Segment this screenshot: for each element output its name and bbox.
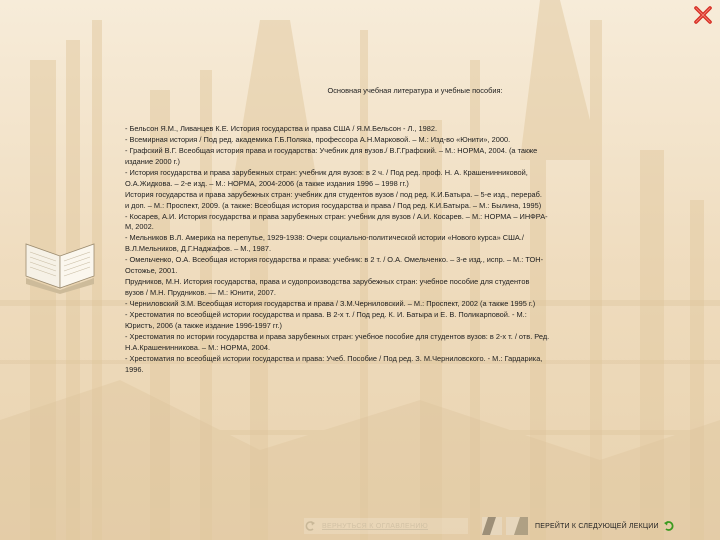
next-lecture-button[interactable] <box>535 517 715 535</box>
bibliography-list <box>125 124 710 376</box>
next-arrow-icon <box>663 520 675 532</box>
list-item: - Мельников В.Л. Америка на перепутье, 1929-1938: Очерк социально-политической истории «Нового курса» США./ <box>125 233 524 243</box>
list-item: и доп. – М.: Проспект, 2009. (а также: Всеобщая история государства и права / Под ред. К.И.Батыра. – М.: Былина, 1995) <box>125 200 542 210</box>
list-item: - Омельченко, О.А. Всеобщая история государства и права: учебник: в 2 т. / О.А. Омельченко. – 3-е изд., испр. – М.: ТОН- <box>125 255 544 265</box>
list-item: 1996. <box>125 364 144 374</box>
next-lecture-label: ПЕРЕЙТИ К СЛЕДУЮЩЕЙ ЛЕКЦИИ <box>535 522 659 530</box>
list-item: - Всемирная история / Под ред. академика Г.Б.Поляка, профессора А.Н.Марковой. – М.: Изд-во «Юнити», 2000. <box>125 134 511 144</box>
back-arrow-icon <box>304 520 316 532</box>
list-item: М, 2002. <box>125 222 154 232</box>
nav-segment-icon <box>506 517 528 535</box>
nav-segment-icon <box>482 517 502 535</box>
list-item: издание 2000 г.) <box>125 156 180 166</box>
back-to-contents-button[interactable] <box>304 518 468 534</box>
list-item: - История государства и права зарубежных стран: учебник для вузов: в 2 ч. / Под ред. проф. Н. А. Крашенинниковой, <box>125 167 528 177</box>
list-item: - Графский В.Г. Всеобщая история права и государства: Учебник для вузов./ В.Г.Графский. – М.: НОРМА, 2004. (а также <box>125 145 538 155</box>
list-item: - Косарев, А.И. История государства и права зарубежных стран: учебник для вузов / А.И. Косарев. – М.: НОРМА – ИНФРА- <box>125 211 548 221</box>
list-item: О.А.Жидкова. – 2-е изд. – М.: НОРМА, 2004-2006 (а также издания 1996 – 1998 гг.) <box>125 178 409 188</box>
close-icon <box>692 4 714 26</box>
list-item: - Хрестоматия по всеобщей истории государства и права: Учеб. Пособие / Под ред. З. М.Черниловского. - М.: Гардарика, <box>125 353 543 363</box>
page-title: Основная учебная литература и учебные пособия: <box>327 86 503 95</box>
close-button[interactable] <box>692 4 714 26</box>
open-book-icon <box>22 238 98 294</box>
list-item: - Хрестоматия по истории государства и права зарубежных стран: учебное пособие для студентов вузов: в 2-х т. / отв. Ред. <box>125 331 550 341</box>
list-item: Н.А.Крашенинникова. – М.: НОРМА, 2004. <box>125 342 271 352</box>
list-item: Прудников, М.Н. История государства, права и судопроизводства зарубежных стран: учебное пособие для студентов <box>125 277 530 287</box>
list-item: История государства и права зарубежных стран: учебник для студентов вузов / под ред. К.И.Батыра. – 5-е изд., перераб. <box>125 189 542 199</box>
list-item: В.Л.Мельников, Д.Г.Наджафов. – М., 1987. <box>125 244 272 254</box>
list-item: - Черниловский З.М. Всеобщая история государства и права / З.М.Черниловский. – М.: Проспект, 2002 (а также 1995 г.) <box>125 299 536 308</box>
back-to-contents-label: ВЕРНУТЬСЯ К ОГЛАВЛЕНИЮ <box>322 522 429 530</box>
list-item: вузов / М.Н. Прудников. — М.: Юнити, 2007. <box>125 288 276 298</box>
list-item: Юристъ, 2006 (а также издание 1996-1997 гг.) <box>125 320 282 330</box>
list-item: - Бельсон Я.М., Ливанцев К.Е. История государства и права США / Я.М.Бельсон - Л., 1982. <box>125 124 438 133</box>
list-item: Остожье, 2001. <box>125 266 178 276</box>
list-item: - Хрестоматия по всеобщей истории государства и права. В 2-х т. / Под ред. К. И. Батыра и Е. В. Поликарповой. - М.: <box>125 309 527 319</box>
